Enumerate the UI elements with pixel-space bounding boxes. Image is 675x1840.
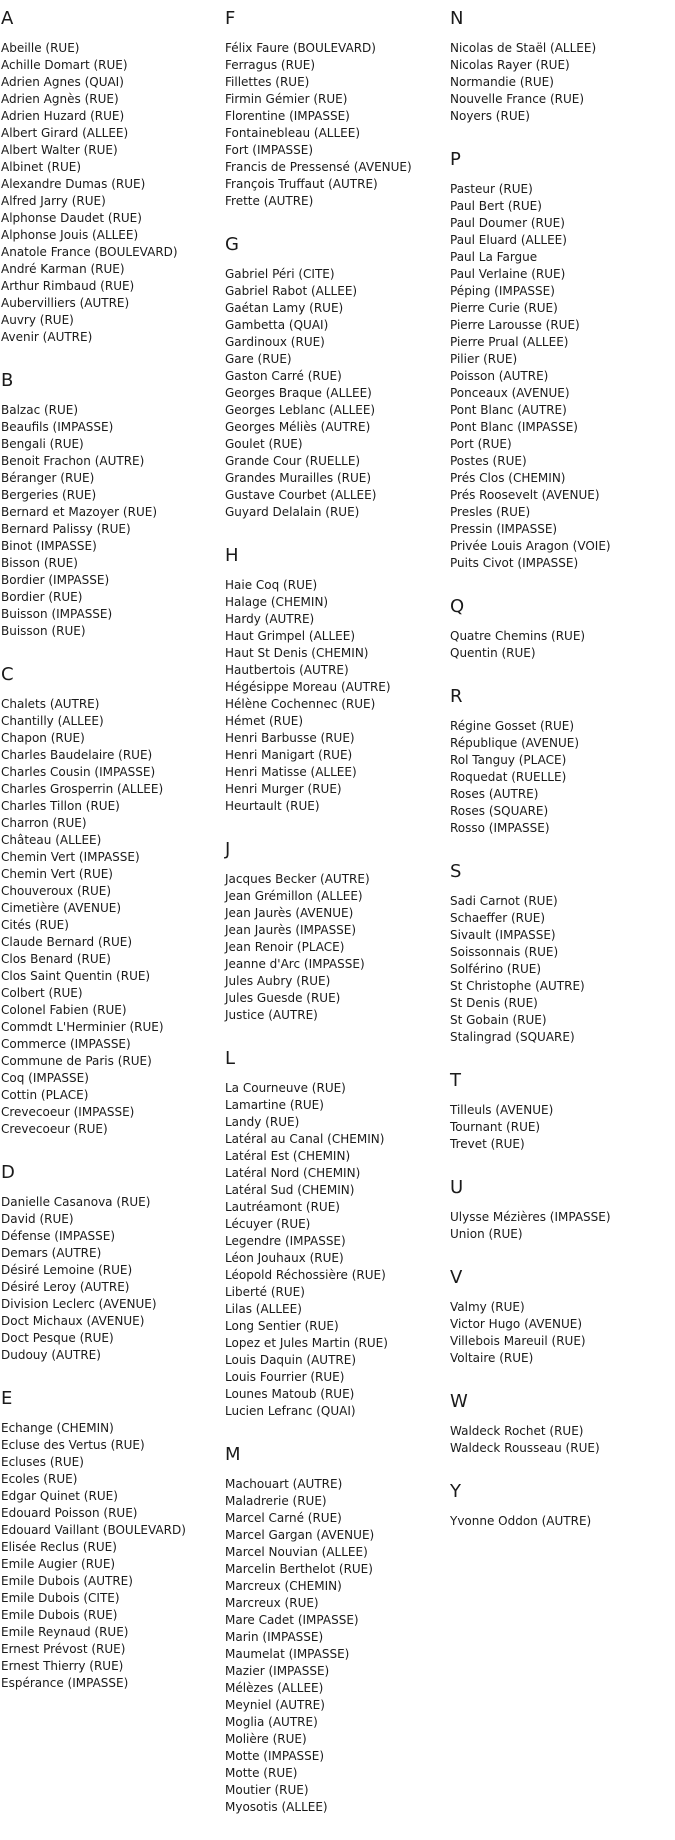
street-item: Noyers (RUE) xyxy=(450,109,530,123)
street-item: Emile Dubois (RUE) xyxy=(1,1608,118,1622)
street-item: Beaufils (IMPASSE) xyxy=(1,420,114,434)
street-item: Liberté (RUE) xyxy=(225,1285,305,1299)
street-item: Haut St Denis (CHEMIN) xyxy=(225,646,369,660)
street-item: Prés Clos (CHEMIN) xyxy=(450,471,566,485)
letter-section-g xyxy=(225,234,445,521)
street-item: Aubervilliers (AUTRE) xyxy=(1,296,130,310)
section-letter-heading: M xyxy=(225,1444,241,1465)
street-item: Arthur Rimbaud (RUE) xyxy=(1,279,135,293)
street-item: Clos Saint Quentin (RUE) xyxy=(1,969,151,983)
street-item: Bordier (RUE) xyxy=(1,590,83,604)
street-item: Commdt L'Herminier (RUE) xyxy=(1,1020,164,1034)
street-item: Roquedat (RUELLE) xyxy=(450,770,567,784)
street-item: Alphonse Daudet (RUE) xyxy=(1,211,142,225)
street-item: Ponceaux (AVENUE) xyxy=(450,386,570,400)
street-item: Poisson (AUTRE) xyxy=(450,369,549,383)
street-item: Fillettes (RUE) xyxy=(225,75,310,89)
street-item: Avenir (AUTRE) xyxy=(1,330,93,344)
street-item: Motte (IMPASSE) xyxy=(225,1749,325,1763)
street-item: Alexandre Dumas (RUE) xyxy=(1,177,146,191)
street-item: Latéral au Canal (CHEMIN) xyxy=(225,1132,385,1146)
street-item: Schaeffer (RUE) xyxy=(450,911,546,925)
letter-section-n xyxy=(450,8,670,125)
street-item: Marcel Carné (RUE) xyxy=(225,1511,342,1525)
street-item: Chapon (RUE) xyxy=(1,731,85,745)
street-item: Louis Daquin (AUTRE) xyxy=(225,1353,356,1367)
street-index-column-1 xyxy=(1,8,221,1716)
street-item: Victor Hugo (AVENUE) xyxy=(450,1317,583,1331)
street-item: Waldeck Rochet (RUE) xyxy=(450,1424,584,1438)
street-item: Elisée Reclus (RUE) xyxy=(1,1540,117,1554)
street-item: Georges Leblanc (ALLEE) xyxy=(225,403,376,417)
street-item: Latéral Sud (CHEMIN) xyxy=(225,1183,355,1197)
street-item: Bordier (IMPASSE) xyxy=(1,573,110,587)
street-item: Régine Gosset (RUE) xyxy=(450,719,575,733)
street-item: Lilas (ALLEE) xyxy=(225,1302,302,1316)
street-item: Louis Fourrier (RUE) xyxy=(225,1370,345,1384)
street-item: Alfred Jarry (RUE) xyxy=(1,194,106,208)
section-letter-heading: C xyxy=(1,664,14,685)
letter-section-f xyxy=(225,8,445,210)
letter-section-s xyxy=(450,861,670,1046)
letter-section-h xyxy=(225,545,445,815)
street-item: Achille Domart (RUE) xyxy=(1,58,128,72)
street-item: Marcelin Berthelot (RUE) xyxy=(225,1562,373,1576)
street-item: Valmy (RUE) xyxy=(450,1300,525,1314)
section-letter-heading: D xyxy=(1,1162,15,1183)
street-item: Long Sentier (RUE) xyxy=(225,1319,339,1333)
street-item: Doct Pesque (RUE) xyxy=(1,1331,114,1345)
letter-section-d xyxy=(1,1162,221,1364)
street-item: Prés Roosevelt (AVENUE) xyxy=(450,488,600,502)
street-item: Claude Bernard (RUE) xyxy=(1,935,133,949)
street-item: Défense (IMPASSE) xyxy=(1,1229,116,1243)
street-item: Gustave Courbet (ALLEE) xyxy=(225,488,377,502)
street-item: Sivault (IMPASSE) xyxy=(450,928,556,942)
street-item: Chemin Vert (IMPASSE) xyxy=(1,850,140,864)
street-item: Charles Grosperrin (ALLEE) xyxy=(1,782,164,796)
street-item: Pierre Curie (RUE) xyxy=(450,301,558,315)
letter-section-a xyxy=(1,8,221,346)
street-item: Charles Baudelaire (RUE) xyxy=(1,748,153,762)
street-item: Echange (CHEMIN) xyxy=(1,1421,114,1435)
street-item: Balzac (RUE) xyxy=(1,403,79,417)
letter-section-b xyxy=(1,370,221,640)
street-item: Paul Eluard (ALLEE) xyxy=(450,233,567,247)
street-item: Gambetta (QUAI) xyxy=(225,318,329,332)
letter-section-l xyxy=(225,1048,445,1420)
street-item: Henri Matisse (ALLEE) xyxy=(225,765,357,779)
street-item: Division Leclerc (AVENUE) xyxy=(1,1297,157,1311)
street-item: Molière (RUE) xyxy=(225,1732,307,1746)
street-item: Adrien Agnes (QUAI) xyxy=(1,75,124,89)
street-item: Tournant (RUE) xyxy=(450,1120,541,1134)
street-item: Edgar Quinet (RUE) xyxy=(1,1489,118,1503)
street-item: Chalets (AUTRE) xyxy=(1,697,100,711)
street-item: Presles (RUE) xyxy=(450,505,531,519)
street-item: Lounes Matoub (RUE) xyxy=(225,1387,355,1401)
street-item: Dudouy (AUTRE) xyxy=(1,1348,101,1362)
street-item: Ferragus (RUE) xyxy=(225,58,315,72)
street-item: Commerce (IMPASSE) xyxy=(1,1037,131,1051)
section-letter-heading: R xyxy=(450,686,463,707)
street-item: Port (RUE) xyxy=(450,437,512,451)
street-item: Hégésippe Moreau (AUTRE) xyxy=(225,680,391,694)
street-item: Roses (AUTRE) xyxy=(450,787,539,801)
street-item: Haie Coq (RUE) xyxy=(225,578,318,592)
street-item: Voltaire (RUE) xyxy=(450,1351,534,1365)
street-item: Bernard Palissy (RUE) xyxy=(1,522,131,536)
street-item: Jacques Becker (AUTRE) xyxy=(225,872,370,886)
street-item: Chantilly (ALLEE) xyxy=(1,714,104,728)
street-item: Danielle Casanova (RUE) xyxy=(1,1195,151,1209)
street-item: Charles Tillon (RUE) xyxy=(1,799,120,813)
street-item: Jean Grémillon (ALLEE) xyxy=(225,889,363,903)
street-item: Alphonse Jouis (ALLEE) xyxy=(1,228,139,242)
street-item: Lopez et Jules Martin (RUE) xyxy=(225,1336,388,1350)
street-item: Bergeries (RUE) xyxy=(1,488,97,502)
street-item: Désiré Leroy (AUTRE) xyxy=(1,1280,130,1294)
letter-section-m xyxy=(225,1444,445,1816)
street-item: Bengali (RUE) xyxy=(1,437,84,451)
street-item: Bernard et Mazoyer (RUE) xyxy=(1,505,157,519)
street-item: Union (RUE) xyxy=(450,1227,523,1241)
street-item: Gardinoux (RUE) xyxy=(225,335,325,349)
street-item: Edouard Vaillant (BOULEVARD) xyxy=(1,1523,186,1537)
street-item: Gaétan Lamy (RUE) xyxy=(225,301,344,315)
street-item: Georges Méliès (AUTRE) xyxy=(225,420,371,434)
street-item: Paul Doumer (RUE) xyxy=(450,216,565,230)
letter-section-t xyxy=(450,1070,670,1153)
street-item: Auvry (RUE) xyxy=(1,313,74,327)
street-item: Moutier (RUE) xyxy=(225,1783,309,1797)
section-letter-heading: T xyxy=(450,1070,461,1091)
street-item: Privée Louis Aragon (VOIE) xyxy=(450,539,611,553)
letter-section-j xyxy=(225,839,445,1024)
street-item: Anatole France (BOULEVARD) xyxy=(1,245,178,259)
street-item: Tilleuls (AVENUE) xyxy=(450,1103,554,1117)
street-item: David (RUE) xyxy=(1,1212,74,1226)
street-item: Coq (IMPASSE) xyxy=(1,1071,89,1085)
street-item: Heurtault (RUE) xyxy=(225,799,320,813)
section-letter-heading: N xyxy=(450,8,464,29)
street-item: Colonel Fabien (RUE) xyxy=(1,1003,127,1017)
street-item: Waldeck Rousseau (RUE) xyxy=(450,1441,600,1455)
street-item: Colbert (RUE) xyxy=(1,986,83,1000)
street-item: Rol Tanguy (PLACE) xyxy=(450,753,567,767)
street-item: St Denis (RUE) xyxy=(450,996,538,1010)
street-item: Adrien Huzard (RUE) xyxy=(1,109,125,123)
letter-section-v xyxy=(450,1267,670,1367)
street-item: Pressin (IMPASSE) xyxy=(450,522,558,536)
street-item: Marcel Nouvian (ALLEE) xyxy=(225,1545,368,1559)
street-item: Henri Manigart (RUE) xyxy=(225,748,353,762)
street-item: Frette (AUTRE) xyxy=(225,194,314,208)
street-item: Moglia (AUTRE) xyxy=(225,1715,318,1729)
street-item: Gabriel Rabot (ALLEE) xyxy=(225,284,358,298)
street-item: Motte (RUE) xyxy=(225,1766,298,1780)
street-item: Buisson (IMPASSE) xyxy=(1,607,113,621)
letter-section-q xyxy=(450,596,670,662)
street-item: Commune de Paris (RUE) xyxy=(1,1054,152,1068)
street-item: Soissonnais (RUE) xyxy=(450,945,559,959)
street-item: Jeanne d'Arc (IMPASSE) xyxy=(225,957,365,971)
section-letter-heading: G xyxy=(225,234,239,255)
street-item: Nicolas Rayer (RUE) xyxy=(450,58,570,72)
section-letter-heading: F xyxy=(225,8,236,29)
street-item: Léon Jouhaux (RUE) xyxy=(225,1251,344,1265)
street-item: Lécuyer (RUE) xyxy=(225,1217,311,1231)
street-item: Buisson (RUE) xyxy=(1,624,86,638)
street-item: Demars (AUTRE) xyxy=(1,1246,102,1260)
street-index-column-2 xyxy=(225,8,445,1840)
street-item: Halage (CHEMIN) xyxy=(225,595,329,609)
street-item: Hautbertois (AUTRE) xyxy=(225,663,349,677)
street-item: Albert Walter (RUE) xyxy=(1,143,118,157)
street-item: Pasteur (RUE) xyxy=(450,182,533,196)
section-letter-heading: U xyxy=(450,1177,464,1198)
street-item: Chemin Vert (RUE) xyxy=(1,867,113,881)
street-item: Lucien Lefranc (QUAI) xyxy=(225,1404,356,1418)
street-item: Bisson (RUE) xyxy=(1,556,78,570)
street-item: Chouveroux (RUE) xyxy=(1,884,112,898)
street-item: Haut Grimpel (ALLEE) xyxy=(225,629,356,643)
street-item: St Christophe (AUTRE) xyxy=(450,979,585,993)
street-item: Cités (RUE) xyxy=(1,918,69,932)
letter-section-e xyxy=(1,1388,221,1692)
street-item: Puits Civot (IMPASSE) xyxy=(450,556,579,570)
street-item: Jules Guesde (RUE) xyxy=(225,991,341,1005)
street-item: Ulysse Mézières (IMPASSE) xyxy=(450,1210,611,1224)
street-item: Emile Dubois (CITE) xyxy=(1,1591,120,1605)
street-item: Fort (IMPASSE) xyxy=(225,143,314,157)
street-item: Félix Faure (BOULEVARD) xyxy=(225,41,376,55)
street-item: St Gobain (RUE) xyxy=(450,1013,547,1027)
street-item: Emile Reynaud (RUE) xyxy=(1,1625,129,1639)
street-item: Henri Barbusse (RUE) xyxy=(225,731,355,745)
street-item: Ecluses (RUE) xyxy=(1,1455,84,1469)
street-item: Stalingrad (SQUARE) xyxy=(450,1030,575,1044)
street-item: Florentine (IMPASSE) xyxy=(225,109,350,123)
section-letter-heading: P xyxy=(450,149,461,170)
street-item: Mélèzes (ALLEE) xyxy=(225,1681,324,1695)
street-item: Charles Cousin (IMPASSE) xyxy=(1,765,156,779)
section-letter-heading: S xyxy=(450,861,462,882)
section-letter-heading: Y xyxy=(450,1481,461,1502)
street-item: Cimetière (AVENUE) xyxy=(1,901,122,915)
street-item: Crevecoeur (IMPASSE) xyxy=(1,1105,135,1119)
street-item: Espérance (IMPASSE) xyxy=(1,1676,129,1690)
street-item: Marcreux (RUE) xyxy=(225,1596,319,1610)
street-item: Mare Cadet (IMPASSE) xyxy=(225,1613,359,1627)
letter-section-c xyxy=(1,664,221,1138)
street-item: Désiré Lemoine (RUE) xyxy=(1,1263,133,1277)
street-item: Péping (IMPASSE) xyxy=(450,284,555,298)
street-item: Marcreux (CHEMIN) xyxy=(225,1579,342,1593)
letter-section-r xyxy=(450,686,670,837)
street-item: Gare (RUE) xyxy=(225,352,292,366)
street-item: André Karman (RUE) xyxy=(1,262,125,276)
street-item: Adrien Agnès (RUE) xyxy=(1,92,119,106)
section-letter-heading: L xyxy=(225,1048,236,1069)
street-item: Firmin Gémier (RUE) xyxy=(225,92,348,106)
street-item: Ernest Thierry (RUE) xyxy=(1,1659,124,1673)
street-item: Jules Aubry (RUE) xyxy=(225,974,331,988)
street-item: Lautréamont (RUE) xyxy=(225,1200,340,1214)
street-item: Pierre Larousse (RUE) xyxy=(450,318,580,332)
street-item: Trevet (RUE) xyxy=(450,1137,525,1151)
street-item: Quatre Chemins (RUE) xyxy=(450,629,586,643)
street-item: Rosso (IMPASSE) xyxy=(450,821,550,835)
street-item: Ecoles (RUE) xyxy=(1,1472,78,1486)
street-item: Ernest Prévost (RUE) xyxy=(1,1642,126,1656)
street-item: Myosotis (ALLEE) xyxy=(225,1800,328,1814)
street-item: Pont Blanc (AUTRE) xyxy=(450,403,567,417)
street-item: Charron (RUE) xyxy=(1,816,87,830)
letter-section-y xyxy=(450,1481,670,1530)
section-letter-heading: W xyxy=(450,1391,468,1412)
street-item: Château (ALLEE) xyxy=(1,833,102,847)
letter-section-w xyxy=(450,1391,670,1457)
street-item: Goulet (RUE) xyxy=(225,437,303,451)
street-item: Jean Renoir (PLACE) xyxy=(225,940,345,954)
street-item: Léopold Réchossière (RUE) xyxy=(225,1268,386,1282)
street-item: République (AVENUE) xyxy=(450,736,580,750)
street-item: Legendre (IMPASSE) xyxy=(225,1234,346,1248)
street-item: François Truffaut (AUTRE) xyxy=(225,177,378,191)
street-item: Machouart (AUTRE) xyxy=(225,1477,343,1491)
street-item: Nicolas de Staël (ALLEE) xyxy=(450,41,597,55)
street-item: Albinet (RUE) xyxy=(1,160,82,174)
street-item: Guyard Delalain (RUE) xyxy=(225,505,360,519)
street-item: Clos Benard (RUE) xyxy=(1,952,111,966)
section-letter-heading: V xyxy=(450,1267,463,1288)
street-item: Béranger (RUE) xyxy=(1,471,95,485)
street-item: Gaston Carré (RUE) xyxy=(225,369,342,383)
section-letter-heading: B xyxy=(1,370,14,391)
street-item: Emile Augier (RUE) xyxy=(1,1557,116,1571)
street-item: Edouard Poisson (RUE) xyxy=(1,1506,138,1520)
street-item: Paul Bert (RUE) xyxy=(450,199,542,213)
street-item: Nouvelle France (RUE) xyxy=(450,92,585,106)
street-item: Abeille (RUE) xyxy=(1,41,80,55)
street-item: Justice (AUTRE) xyxy=(225,1008,318,1022)
street-item: Francis de Pressensé (AVENUE) xyxy=(225,160,412,174)
street-item: Grande Cour (RUELLE) xyxy=(225,454,361,468)
street-item: Pilier (RUE) xyxy=(450,352,518,366)
section-letter-heading: Q xyxy=(450,596,465,617)
street-item: Grandes Murailles (RUE) xyxy=(225,471,372,485)
street-item: Fontainebleau (ALLEE) xyxy=(225,126,361,140)
street-item: Hardy (AUTRE) xyxy=(225,612,315,626)
street-item: Pierre Prual (ALLEE) xyxy=(450,335,569,349)
street-item: Jean Jaurès (AVENUE) xyxy=(225,906,354,920)
street-item: Paul Verlaine (RUE) xyxy=(450,267,566,281)
street-item: Maladrerie (RUE) xyxy=(225,1494,327,1508)
street-item: Ecluse des Vertus (RUE) xyxy=(1,1438,145,1452)
street-item: Henri Murger (RUE) xyxy=(225,782,342,796)
street-item: Paul La Fargue xyxy=(450,250,538,264)
street-item: Postes (RUE) xyxy=(450,454,527,468)
street-item: Emile Dubois (AUTRE) xyxy=(1,1574,133,1588)
street-item: Hélène Cochennec (RUE) xyxy=(225,697,376,711)
street-item: Yvonne Oddon (AUTRE) xyxy=(450,1514,592,1528)
street-item: Roses (SQUARE) xyxy=(450,804,549,818)
street-item: Mazier (IMPASSE) xyxy=(225,1664,330,1678)
street-item: Georges Braque (ALLEE) xyxy=(225,386,372,400)
street-item: Doct Michaux (AVENUE) xyxy=(1,1314,145,1328)
street-item: Marcel Gargan (AVENUE) xyxy=(225,1528,375,1542)
street-item: Gabriel Péri (CITE) xyxy=(225,267,335,281)
section-letter-heading: E xyxy=(1,1388,13,1409)
street-item: Solférino (RUE) xyxy=(450,962,541,976)
street-item: Albert Girard (ALLEE) xyxy=(1,126,129,140)
street-item: Marin (IMPASSE) xyxy=(225,1630,324,1644)
street-item: Jean Jaurès (IMPASSE) xyxy=(225,923,357,937)
section-letter-heading: A xyxy=(1,8,14,29)
street-index-column-3 xyxy=(450,8,670,1554)
street-item: Binot (IMPASSE) xyxy=(1,539,97,553)
street-item: Crevecoeur (RUE) xyxy=(1,1122,108,1136)
street-item: Lamartine (RUE) xyxy=(225,1098,324,1112)
street-item: Latéral Nord (CHEMIN) xyxy=(225,1166,361,1180)
street-item: Quentin (RUE) xyxy=(450,646,536,660)
street-item: Benoit Frachon (AUTRE) xyxy=(1,454,145,468)
street-item: La Courneuve (RUE) xyxy=(225,1081,346,1095)
section-letter-heading: H xyxy=(225,545,239,566)
street-item: Cottin (PLACE) xyxy=(1,1088,89,1102)
street-item: Pont Blanc (IMPASSE) xyxy=(450,420,578,434)
letter-section-u xyxy=(450,1177,670,1243)
street-item: Maumelat (IMPASSE) xyxy=(225,1647,350,1661)
letter-section-p xyxy=(450,149,670,572)
street-item: Latéral Est (CHEMIN) xyxy=(225,1149,351,1163)
street-item: Normandie (RUE) xyxy=(450,75,554,89)
street-item: Villebois Mareuil (RUE) xyxy=(450,1334,586,1348)
street-item: Landy (RUE) xyxy=(225,1115,300,1129)
street-item: Sadi Carnot (RUE) xyxy=(450,894,558,908)
street-item: Meyniel (AUTRE) xyxy=(225,1698,325,1712)
section-letter-heading: J xyxy=(225,839,231,860)
street-item: Hémet (RUE) xyxy=(225,714,304,728)
